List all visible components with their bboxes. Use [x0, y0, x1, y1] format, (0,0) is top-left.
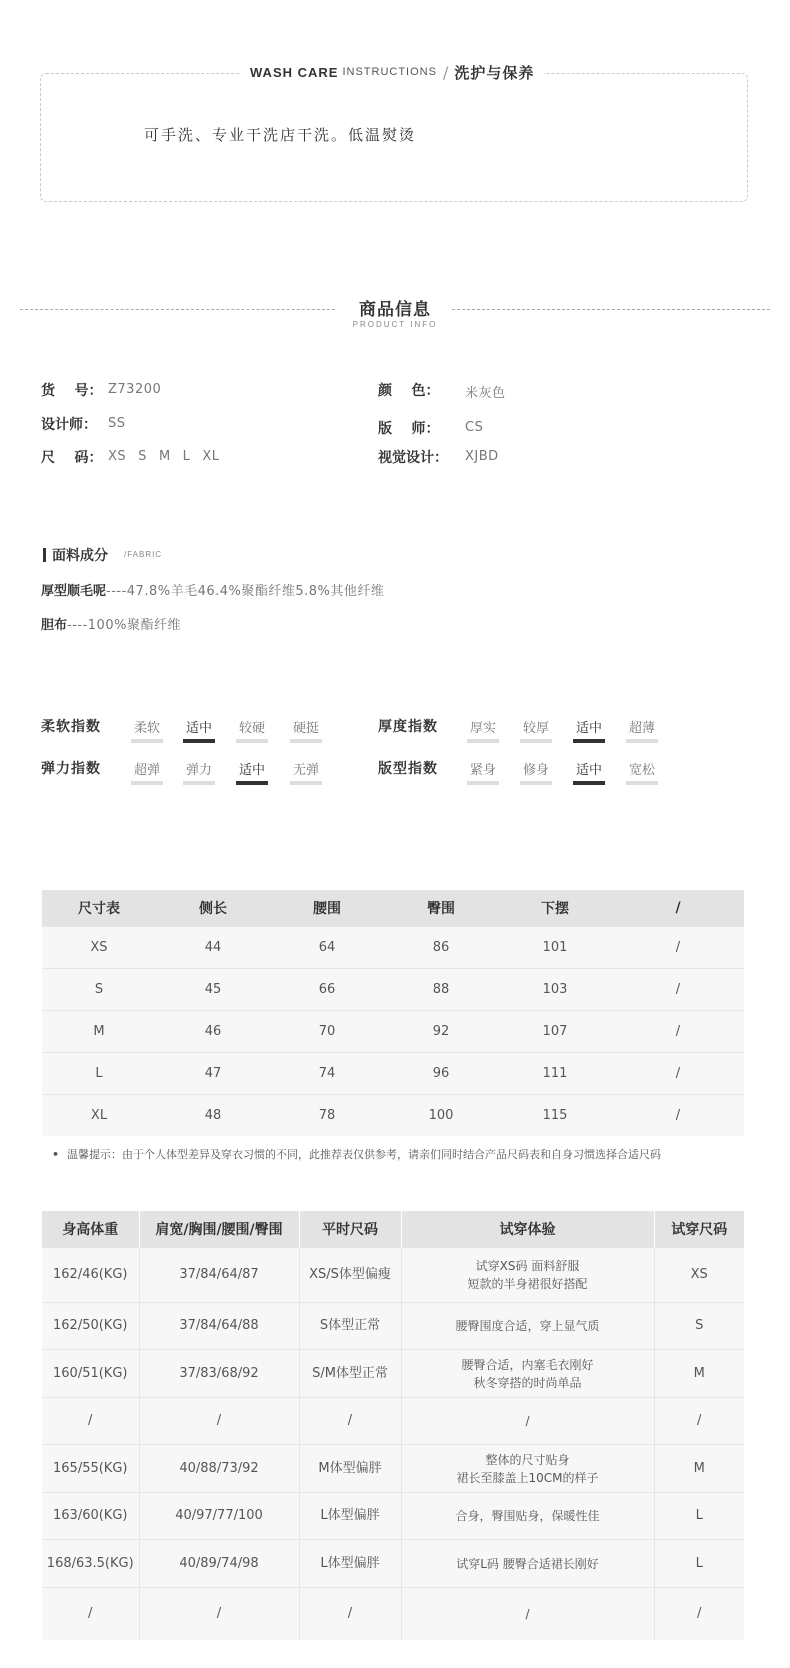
experience-line: /: [525, 1414, 530, 1428]
table-row: [42, 969, 744, 1011]
table-cell: 46: [156, 1011, 270, 1053]
try-on-header-cell: 试穿体验: [401, 1211, 654, 1248]
size-table-header-cell: 腰围: [270, 890, 384, 927]
table-cell: S: [654, 1303, 744, 1350]
table-cell: 45: [156, 969, 270, 1011]
fabric-title: 面料成分: [52, 548, 108, 564]
size-note: [52, 1146, 661, 1162]
designer-label: 设计师：: [41, 417, 97, 433]
table-cell: M: [42, 1011, 156, 1053]
table-row: [42, 1398, 744, 1445]
table-cell: 162/50(KG): [42, 1303, 139, 1350]
table-cell: S: [42, 969, 156, 1011]
size-table-header-cell: 臀围: [384, 890, 498, 927]
try-on-header-cell: 平时尺码: [299, 1211, 401, 1248]
color-label: 颜 色：: [378, 383, 440, 399]
table-cell: /: [612, 1095, 744, 1137]
table-cell: L: [654, 1540, 744, 1588]
table-row: [42, 1011, 744, 1053]
table-cell: XL: [42, 1095, 156, 1137]
divider-left: [20, 309, 335, 310]
product-info-title: 商品信息: [359, 300, 431, 320]
table-cell: 64: [270, 927, 384, 969]
size-table-header: [42, 890, 744, 927]
table-cell: 107: [498, 1011, 612, 1053]
index-option: 较硬: [236, 717, 268, 743]
index-option: 紧身: [467, 759, 499, 785]
table-cell: /: [612, 1053, 744, 1095]
table-cell: 37/83/68/92: [139, 1350, 299, 1398]
table-cell: XS: [654, 1248, 744, 1303]
designer-value: SS: [108, 416, 126, 431]
table-cell: S体型正常: [299, 1303, 401, 1350]
size-option: L: [182, 449, 191, 464]
table-cell: 37/84/64/87: [139, 1248, 299, 1303]
table-cell: L体型偏胖: [299, 1540, 401, 1588]
table-cell: L: [42, 1053, 156, 1095]
table-cell: M体型偏胖: [299, 1445, 401, 1493]
table-cell: 92: [384, 1011, 498, 1053]
table-row: [42, 1095, 744, 1137]
wash-care-title-en: WASH CARE: [250, 64, 339, 80]
fabric-name: 厚型顺毛呢: [41, 584, 107, 599]
pattern-label: 版 师：: [378, 421, 440, 437]
index-option: 超薄: [626, 717, 658, 743]
softness-index-label: 柔软指数: [41, 719, 101, 735]
wash-care-title-slash: /: [442, 62, 449, 82]
index-option: 弹力: [183, 759, 215, 785]
try-on-header-cell: 身高体重: [42, 1211, 139, 1248]
experience-line: 整体的尺寸贴身: [485, 1452, 570, 1467]
experience-line: 试穿XS码 面料舒服: [475, 1259, 580, 1273]
experience-cell: [401, 1445, 654, 1493]
table-cell: /: [139, 1398, 299, 1445]
visual-value: XJBD: [465, 449, 499, 464]
table-cell: /: [299, 1398, 401, 1445]
table-row: [42, 1493, 744, 1540]
experience-line: 合身，臀围贴身，保暖性佳: [455, 1509, 600, 1523]
index-option: 较厚: [520, 717, 552, 743]
size-options: [108, 449, 232, 464]
size-option: S: [138, 449, 147, 464]
experience-line: 裙长至膝盖上10CM的样子: [456, 1470, 599, 1485]
size-table-header-cell: 下摆: [498, 890, 612, 927]
fabric-value: ----47.8%羊毛46.4%聚酯纤维5.8%其他纤维: [106, 584, 385, 599]
size-table-header-cell: /: [612, 890, 744, 927]
table-cell: 163/60(KG): [42, 1493, 139, 1540]
table-cell: 100: [384, 1095, 498, 1137]
visual-label: 视觉设计：: [378, 450, 448, 466]
table-cell: L: [654, 1493, 744, 1540]
index-option: 适中: [183, 717, 215, 743]
fit-index-label: 版型指数: [378, 761, 438, 777]
table-cell: S/M体型正常: [299, 1350, 401, 1398]
table-cell: /: [612, 1011, 744, 1053]
table-cell: 40/88/73/92: [139, 1445, 299, 1493]
item-no-value: Z73200: [108, 382, 162, 397]
table-cell: /: [612, 969, 744, 1011]
index-option: 修身: [520, 759, 552, 785]
table-cell: /: [654, 1398, 744, 1445]
table-cell: 103: [498, 969, 612, 1011]
table-cell: 165/55(KG): [42, 1445, 139, 1493]
table-row: [42, 1445, 744, 1493]
experience-cell: [401, 1303, 654, 1350]
fabric-line: [41, 614, 181, 633]
experience-line: 短款的半身裙很好搭配: [467, 1277, 588, 1291]
index-option: 适中: [573, 759, 605, 785]
table-cell: 88: [384, 969, 498, 1011]
table-cell: 40/89/74/98: [139, 1540, 299, 1588]
table-cell: 162/46(KG): [42, 1248, 139, 1303]
table-row: [42, 927, 744, 969]
experience-line: 腰臀围度合适，穿上显气质: [455, 1319, 600, 1333]
size-option: XL: [202, 449, 220, 464]
color-value: 米灰色: [465, 386, 506, 401]
table-cell: /: [139, 1588, 299, 1640]
table-cell: XS: [42, 927, 156, 969]
divider-right: [452, 309, 770, 310]
fabric-subtitle: /FABRIC: [124, 550, 163, 559]
table-cell: 160/51(KG): [42, 1350, 139, 1398]
index-option: 柔软: [131, 717, 163, 743]
index-option: 无弹: [290, 759, 322, 785]
fabric-name: 胆布: [41, 618, 68, 633]
table-row: [42, 1248, 744, 1303]
table-cell: 168/63.5(KG): [42, 1540, 139, 1588]
table-cell: 44: [156, 927, 270, 969]
table-row: [42, 1303, 744, 1350]
index-option: 硬挺: [290, 717, 322, 743]
experience-cell: [401, 1350, 654, 1398]
try-on-header-cell: 肩宽/胸围/腰围/臀围: [139, 1211, 299, 1248]
note-text: 温馨提示：由于个人体型差异及穿衣习惯的不同，此推荐表仅供参考，请亲们同时结合产品尺码表和自身习惯选择合适尺码: [67, 1148, 662, 1161]
table-cell: 47: [156, 1053, 270, 1095]
size-table-header-cell: 侧长: [156, 890, 270, 927]
table-cell: M: [654, 1445, 744, 1493]
size-option: XS: [108, 449, 127, 464]
experience-cell: [401, 1493, 654, 1540]
table-row: [42, 1540, 744, 1588]
experience-line: 试穿L码 腰臀合适裙长刚好: [456, 1556, 599, 1571]
wash-care-title-cn: 洗护与保养: [454, 63, 535, 82]
table-cell: /: [42, 1588, 139, 1640]
size-table: [42, 890, 744, 1136]
index-option: 适中: [573, 717, 605, 743]
size-label: 尺 码：: [41, 450, 103, 466]
table-cell: 37/84/64/88: [139, 1303, 299, 1350]
table-cell: 74: [270, 1053, 384, 1095]
table-cell: 96: [384, 1053, 498, 1095]
experience-cell: [401, 1588, 654, 1640]
index-option: 适中: [236, 759, 268, 785]
wash-care-text: 可手洗、专业干洗店干洗。低温熨烫: [144, 126, 417, 144]
elasticity-index-label: 弹力指数: [41, 761, 101, 777]
table-cell: 101: [498, 927, 612, 969]
index-option: 宽松: [626, 759, 658, 785]
size-option: M: [158, 449, 171, 464]
table-cell: 66: [270, 969, 384, 1011]
fabric-line: [41, 580, 384, 599]
table-cell: 40/97/77/100: [139, 1493, 299, 1540]
table-row: [42, 1588, 744, 1640]
table-cell: /: [299, 1588, 401, 1640]
index-option: 厚实: [467, 717, 499, 743]
table-cell: /: [612, 927, 744, 969]
try-on-table-header: [42, 1211, 744, 1248]
table-cell: L体型偏胖: [299, 1493, 401, 1540]
fabric-title-bar: [43, 548, 46, 562]
try-on-header-cell: 试穿尺码: [654, 1211, 744, 1248]
table-cell: XS/S体型偏瘦: [299, 1248, 401, 1303]
table-row: [42, 1053, 744, 1095]
table-cell: 86: [384, 927, 498, 969]
size-table-header-cell: 尺寸表: [42, 890, 156, 927]
index-option: 超弹: [131, 759, 163, 785]
thickness-index-label: 厚度指数: [378, 719, 438, 735]
fabric-value: ----100%聚酯纤维: [67, 618, 181, 633]
experience-cell: [401, 1540, 654, 1588]
experience-line: /: [525, 1606, 530, 1621]
experience-line: 秋冬穿搭的时尚单品: [473, 1375, 582, 1390]
wash-care-title-en-light: INSTRUCTIONS: [342, 66, 437, 78]
table-cell: 70: [270, 1011, 384, 1053]
experience-cell: [401, 1248, 654, 1303]
experience-line: 腰臀合适，内塞毛衣刚好: [461, 1357, 594, 1372]
experience-cell: [401, 1398, 654, 1445]
item-no-label: 货 号：: [41, 383, 103, 399]
wash-care-title: [240, 60, 544, 84]
table-cell: /: [42, 1398, 139, 1445]
table-cell: 48: [156, 1095, 270, 1137]
try-on-table: [42, 1211, 744, 1640]
table-cell: 111: [498, 1053, 612, 1095]
table-cell: 115: [498, 1095, 612, 1137]
pattern-value: CS: [465, 420, 484, 435]
table-cell: M: [654, 1350, 744, 1398]
table-cell: /: [654, 1588, 744, 1640]
product-info-subtitle: PRODUCT INFO: [352, 320, 438, 329]
table-cell: 78: [270, 1095, 384, 1137]
table-row: [42, 1350, 744, 1398]
note-bullet: •: [52, 1148, 60, 1161]
